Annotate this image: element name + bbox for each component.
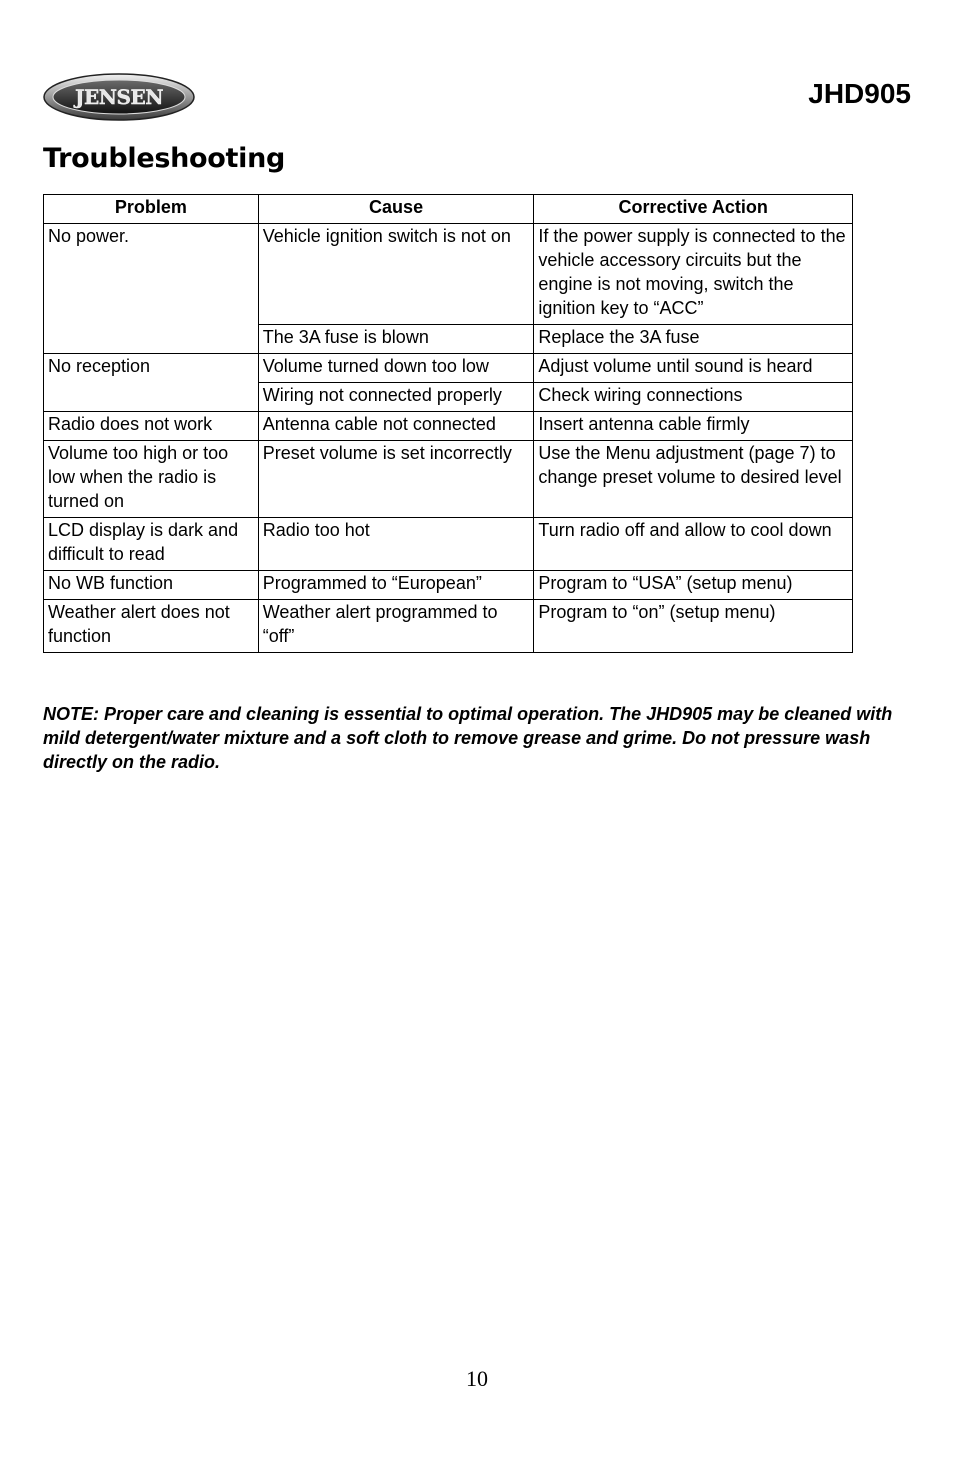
action-cell: Replace the 3A fuse bbox=[534, 325, 853, 354]
problem-cell: Volume too high or too low when the radio is turned on bbox=[44, 441, 259, 518]
page-number: 10 bbox=[466, 1366, 488, 1391]
table-row bbox=[44, 600, 853, 653]
action-cell: Use the Menu adjustment (page 7) to change preset volume to desired level bbox=[534, 441, 853, 518]
table-row bbox=[44, 441, 853, 518]
problem-cell: No WB function bbox=[44, 571, 259, 600]
action-cell: Program to “on” (setup menu) bbox=[534, 600, 853, 653]
cause-cell: The 3A fuse is blown bbox=[258, 325, 534, 354]
cause-cell: Radio too hot bbox=[258, 518, 534, 571]
cause-cell: Volume turned down too low bbox=[258, 354, 534, 383]
action-cell: If the power supply is connected to the vehicle accessory circuits but the engine is not moving, switch the ignition key to “ACC” bbox=[534, 224, 853, 325]
action-cell: Insert antenna cable firmly bbox=[534, 412, 853, 441]
brand-logo bbox=[43, 73, 195, 121]
cause-cell: Weather alert programmed to “off” bbox=[258, 600, 534, 653]
column-header-cause: Cause bbox=[258, 195, 534, 224]
cause-cell: Programmed to “European” bbox=[258, 571, 534, 600]
jensen-logo-icon bbox=[43, 73, 195, 121]
cause-cell: Wiring not connected properly bbox=[258, 383, 534, 412]
action-cell: Check wiring connections bbox=[534, 383, 853, 412]
action-cell: Turn radio off and allow to cool down bbox=[534, 518, 853, 571]
table-row bbox=[44, 518, 853, 571]
care-note: NOTE: Proper care and cleaning is essential to optimal operation. The JHD905 may be cleaned with mild detergent/water mixture and a soft cloth to remove grease and grime. Do not pressure wash directly on the radio. bbox=[43, 704, 893, 772]
problem-cell: No reception bbox=[44, 354, 259, 412]
model-number: JHD905 bbox=[808, 78, 911, 109]
problem-cell: No power. bbox=[44, 224, 259, 354]
column-header-problem: Problem bbox=[44, 195, 259, 224]
cause-cell: Vehicle ignition switch is not on bbox=[258, 224, 534, 325]
column-header-action: Corrective Action bbox=[534, 195, 853, 224]
table-row bbox=[44, 224, 853, 325]
page-title: Troubleshooting bbox=[43, 143, 286, 174]
problem-cell: Radio does not work bbox=[44, 412, 259, 441]
troubleshooting-table bbox=[43, 194, 853, 653]
problem-cell: Weather alert does not function bbox=[44, 600, 259, 653]
problem-cell: LCD display is dark and difficult to read bbox=[44, 518, 259, 571]
action-cell: Adjust volume until sound is heard bbox=[534, 354, 853, 383]
cause-cell: Preset volume is set incorrectly bbox=[258, 441, 534, 518]
table-row bbox=[44, 571, 853, 600]
table-row bbox=[44, 354, 853, 383]
table-row bbox=[44, 412, 853, 441]
logo-wordmark: JENSEN bbox=[75, 85, 163, 109]
cause-cell: Antenna cable not connected bbox=[258, 412, 534, 441]
table-header-row bbox=[44, 195, 853, 224]
action-cell: Program to “USA” (setup menu) bbox=[534, 571, 853, 600]
